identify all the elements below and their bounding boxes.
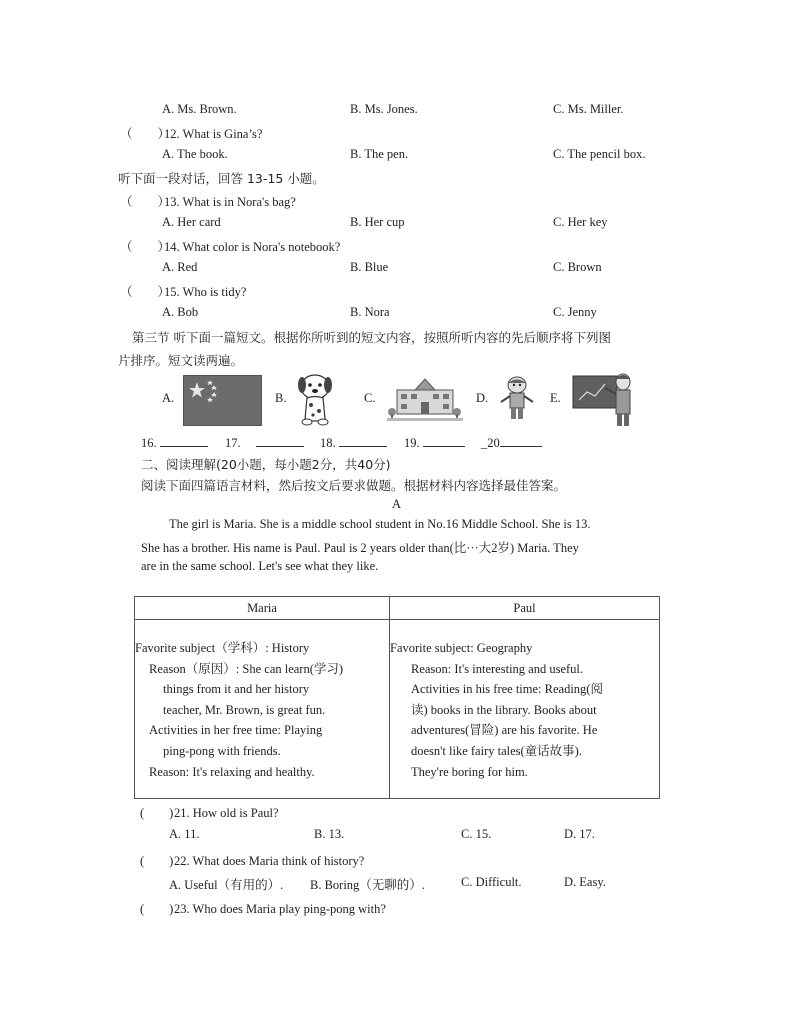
question-21	[140, 803, 279, 821]
question-text: 23. Who does Maria play ping-pong with?	[174, 902, 386, 916]
q15-option-c: C. Jenny	[553, 305, 597, 319]
q21-option-d: D. 17.	[564, 827, 595, 841]
paul-activities: Activities in his free time: Reading(阅	[411, 682, 603, 697]
part2-title: 二、阅读理解(20小题，每小题2分，共40分)	[141, 457, 391, 472]
picture-label-b: B.	[275, 391, 287, 405]
blank-number: 18.	[320, 436, 336, 450]
answer-blank-20[interactable]	[481, 434, 542, 451]
picture-label-a: A.	[162, 391, 175, 405]
paul-reason: Reason: It's interesting and useful.	[411, 661, 584, 676]
answer-bracket: ( )	[140, 854, 174, 868]
answer-bracket: （ ）	[120, 239, 171, 254]
q12-option-a: A. The book.	[162, 147, 228, 161]
q11-option-b: B. Ms. Jones.	[350, 102, 418, 116]
paul-cell	[390, 620, 660, 799]
q14-option-c: C. Brown	[553, 260, 602, 274]
paul-activities-cont-4: They're boring for him.	[411, 764, 528, 779]
q22-option-a: A. Useful（有用的）.	[169, 878, 284, 892]
instruction-13-15: 听下面一段对话，回答 13-15 小题。	[118, 171, 325, 186]
q15-option-b: B. Nora	[350, 305, 390, 319]
blank-number: _20	[481, 436, 500, 450]
question-text: 21. How old is Paul?	[174, 806, 279, 820]
table-header-paul: Paul	[390, 597, 660, 620]
q22-option-b: B. Boring（无聊的）.	[310, 878, 425, 892]
question-12	[120, 124, 262, 142]
passage-line-3: are in the same school. Let's see what they like.	[141, 559, 379, 573]
blank-number: 16.	[141, 436, 157, 450]
answer-blank-17[interactable]	[225, 434, 304, 451]
paul-activities-cont-1: 读) books in the library. Books about	[411, 702, 597, 717]
q12-option-c: C. The pencil box.	[553, 147, 646, 161]
china-flag-icon	[183, 375, 262, 426]
picture-label-e: E.	[550, 391, 561, 405]
dalmatian-dog-icon	[289, 371, 341, 427]
maria-favorite-subject: Favorite subject（学科）: History	[135, 641, 310, 655]
info-table	[134, 596, 660, 799]
question-13	[120, 192, 296, 210]
teacher-blackboard-icon	[571, 368, 635, 428]
question-text: 13. What is in Nora's bag?	[164, 195, 296, 209]
paul-activities-cont-3: doesn't like fairy tales(童话故事).	[411, 743, 582, 758]
paul-activities-cont-2: adventures(冒险) are his favorite. He	[411, 723, 598, 738]
question-text: 12. What is Gina’s?	[164, 127, 263, 141]
q14-option-b: B. Blue	[350, 260, 389, 274]
passage-letter: A	[392, 497, 402, 511]
q14-option-a: A. Red	[162, 260, 198, 274]
answer-blank-19[interactable]	[404, 434, 465, 451]
q21-option-b: B. 13.	[314, 827, 345, 841]
q21-option-a: A. 11.	[169, 827, 200, 841]
answer-bracket: （ ）	[120, 284, 171, 299]
question-text: 14. What color is Nora's notebook?	[164, 240, 341, 254]
maria-reason: Reason（原因）: She can learn(学习)	[149, 661, 344, 676]
question-text: 22. What does Maria think of history?	[174, 854, 365, 868]
section3-instruction-line2: 片排序。短文读两遍。	[118, 353, 244, 368]
question-23	[140, 899, 386, 917]
table-header-maria: Maria	[135, 597, 390, 620]
question-22	[140, 851, 364, 869]
answer-bracket: （ ）	[120, 194, 171, 209]
q13-option-b: B. Her cup	[350, 215, 405, 229]
paul-favorite-subject: Favorite subject: Geography	[390, 641, 533, 655]
blank-number: 19.	[404, 436, 420, 450]
q21-option-c: C. 15.	[461, 827, 492, 841]
question-text: 15. Who is tidy?	[164, 285, 247, 299]
q13-option-a: A. Her card	[162, 215, 221, 229]
maria-reason-cont-2: teacher, Mr. Brown, is great fun.	[163, 702, 326, 717]
maria-activity-reason: Reason: It's relaxing and healthy.	[149, 764, 315, 779]
section3-instruction-line1: 第三节 听下面一篇短文。根据你所听到的短文内容，按照所听内容的先后顺序将下列图	[132, 330, 611, 345]
question-15	[120, 282, 246, 300]
picture-label-c: C.	[364, 391, 376, 405]
answer-blank-18[interactable]	[320, 434, 387, 451]
passage-line-2: She has a brother. His name is Paul. Paul is 2 years older than(比···大2岁) Maria. They	[141, 541, 579, 555]
cartoon-boy-icon	[497, 376, 537, 422]
q15-option-a: A. Bob	[162, 305, 199, 319]
maria-reason-cont-1: things from it and her history	[163, 682, 310, 697]
maria-activities: Activities in her free time: Playing	[149, 723, 323, 738]
passage-line-1: The girl is Maria. She is a middle school student in No.16 Middle School. She is 13.	[169, 517, 591, 531]
picture-label-d: D.	[476, 391, 489, 405]
blank-number: 17.	[225, 436, 241, 450]
q11-option-c: C. Ms. Miller.	[553, 102, 624, 116]
answer-bracket: ( )	[140, 902, 174, 916]
q11-option-a: A. Ms. Brown.	[162, 102, 237, 116]
answer-bracket: （ ）	[120, 126, 171, 141]
maria-activities-cont: ping-pong with friends.	[163, 743, 281, 758]
answer-blank-16[interactable]	[141, 434, 208, 451]
part2-instruction: 阅读下面四篇语言材料，然后按文后要求做题。根据材料内容选择最佳答案。	[141, 478, 567, 493]
school-building-icon	[387, 374, 463, 424]
q13-option-c: C. Her key	[553, 215, 608, 229]
answer-bracket: ( )	[140, 806, 174, 820]
q12-option-b: B. The pen.	[350, 147, 409, 161]
question-14	[120, 237, 340, 255]
q22-option-d: D. Easy.	[564, 875, 606, 889]
maria-cell	[135, 620, 390, 799]
q22-option-c: C. Difficult.	[461, 875, 522, 889]
